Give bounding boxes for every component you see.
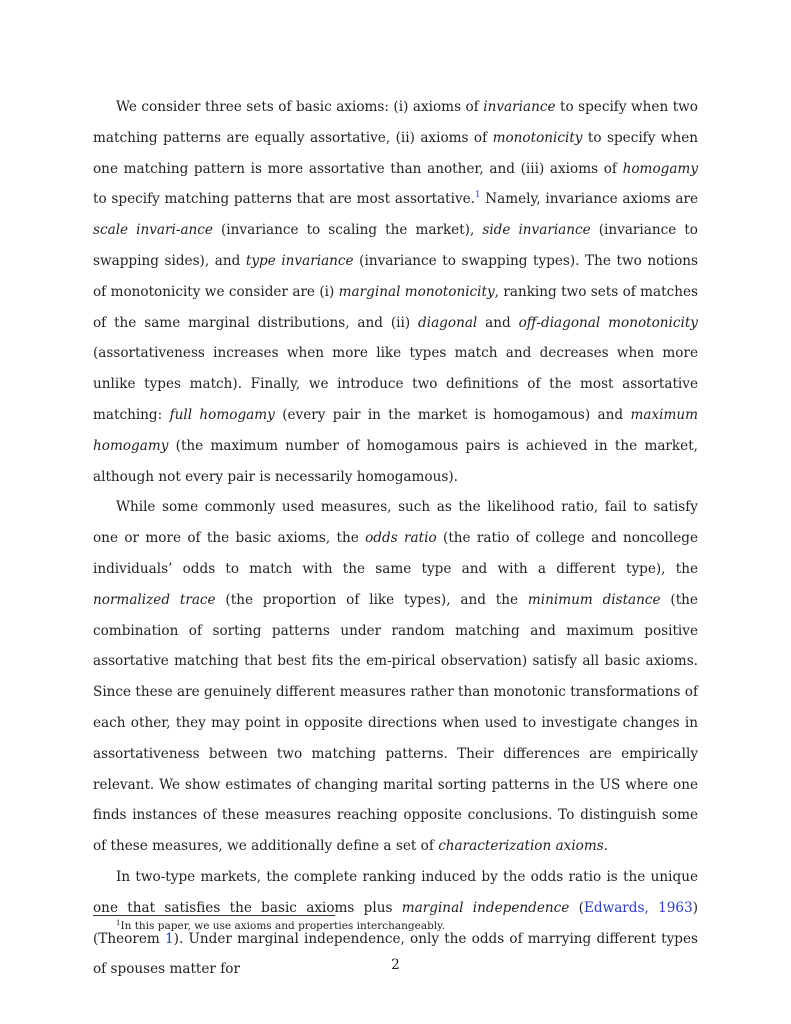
term-marginal-independence: marginal independence xyxy=(401,899,570,916)
footnote-1 xyxy=(93,918,698,934)
footnote-1-mark: 1 xyxy=(116,919,121,927)
term-monotonicity: monotonicity xyxy=(492,129,583,146)
term-odds-ratio: odds ratio xyxy=(365,530,437,547)
text-run: (the proportion of like types), and the xyxy=(215,591,528,608)
term-diagonal: diagonal xyxy=(418,314,478,331)
page-number: 2 xyxy=(391,957,400,973)
text-run: ). Under marginal independence, only the odds of marrying different types of spouses matter for xyxy=(93,930,699,978)
text-run: . xyxy=(603,838,609,855)
term-side-invariance: side invariance xyxy=(482,222,591,239)
text-run: to specify matching patterns that are most assortative. xyxy=(93,191,476,208)
term-normalized-trace: normalized trace xyxy=(93,591,216,608)
text-run: In two-type markets, the complete ranking induced by the odds ratio is the unique one that satisfies the basic axioms plus xyxy=(93,868,698,916)
term-minimum-distance: minimum distance xyxy=(527,591,661,608)
text-run: We consider three sets of basic axioms: (i) axioms of xyxy=(116,99,484,115)
term-invariance: invariance xyxy=(483,99,556,115)
text-run: (assortativeness increases when more like types match and decreases when more unlike types match). Finally, we introduce two definitions of the most assortative matching: xyxy=(93,345,698,423)
text-run: , ranking two sets of matches of the same marginal distributions, and (ii) xyxy=(93,283,698,331)
footnote-1-link[interactable]: 1 xyxy=(475,190,481,201)
footnote-divider xyxy=(93,915,335,916)
text-run: (the maximum number of homogamous pairs is achieved in the market, although not every pair is necessarily homogamous). xyxy=(93,437,698,485)
text-run: While some commonly used measures, such as the likelihood ratio, fail to satisfy one or more of the basic axioms, the xyxy=(93,499,698,547)
text-run: (invariance to swapping types). The two notions of monotonicity we consider are (i) xyxy=(93,252,698,300)
term-scale-invariance: scale invari-ance xyxy=(93,222,213,239)
text-run: (invariance to scaling the market), xyxy=(212,222,483,239)
text-run: and xyxy=(477,314,519,331)
term-off-diagonal-monotonicity: off-diagonal monotonicity xyxy=(518,314,698,331)
text-run: (every pair in the market is homogamous) and xyxy=(274,406,631,423)
term-type-invariance: type invariance xyxy=(245,252,354,269)
text-run: (the combination of sorting patterns under random matching and maximum positive assortative matching that best fits the em-pirical observation) satisfy all basic axioms. Since these are genuinely different measures rather than monotonic transformations of each other, they may point in opposite directions when used to investigate changes in assortativeness between two matching patterns. Their differences are empirically relevant. We show estimates of changing marital sorting patterns in the US where one finds instances of these measures reaching opposite conclusions. To distinguish some of these measures, we additionally define a set of xyxy=(93,591,698,855)
citation-edwards-1963-link[interactable]: Edwards, 1963 xyxy=(583,899,693,916)
term-homogamy: homogamy xyxy=(622,160,698,177)
text-run: Namely, invariance axioms are xyxy=(480,191,698,208)
term-maximum-homogamy: maximum homogamy xyxy=(93,406,698,454)
text-run: to specify when one matching pattern is more assortative than another, and (iii) axioms of xyxy=(93,129,699,177)
term-characterization-axioms: characterization axioms xyxy=(438,838,604,855)
text-run: ( xyxy=(569,899,584,916)
text-run: (the ratio of college and noncollege individuals’ odds to match with the same type and with a different type), the xyxy=(93,530,699,577)
term-marginal-monotonicity: marginal monotonicity xyxy=(338,283,495,300)
paragraph-measures xyxy=(93,492,698,862)
text-run: ) (Theorem xyxy=(93,899,699,947)
footnote-1-text: In this paper, we use axioms and properties interchangeably. xyxy=(120,920,446,932)
body-text xyxy=(93,92,698,985)
theorem-1-link[interactable]: 1 xyxy=(164,930,174,947)
term-full-homogamy: full homogamy xyxy=(169,406,275,423)
text-run: (invariance to swapping sides), and xyxy=(93,222,698,269)
paragraph-axioms xyxy=(93,92,698,492)
text-run: to specify when two matching patterns are equally assortative, (ii) axioms of xyxy=(93,99,698,146)
